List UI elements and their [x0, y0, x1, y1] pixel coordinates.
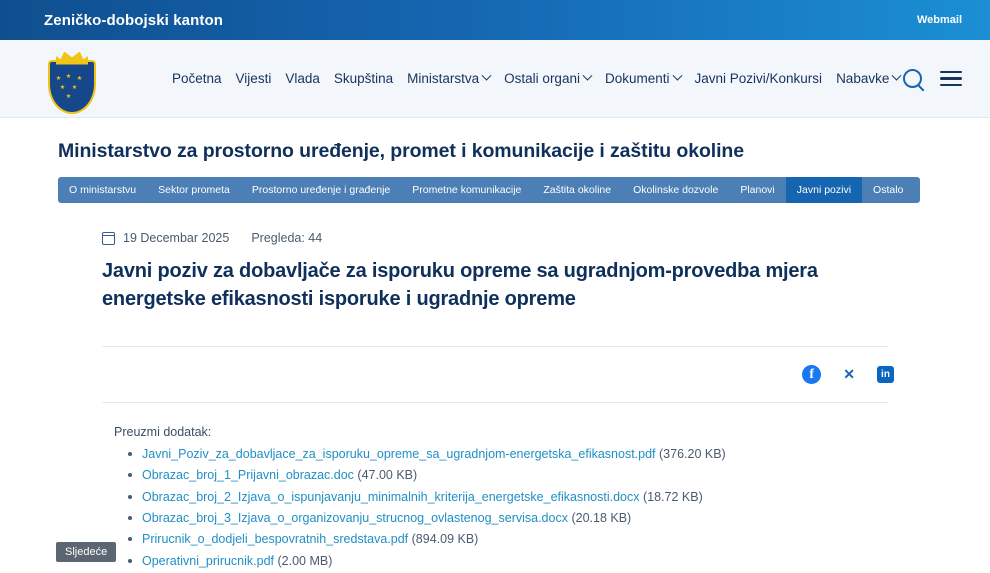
attachment-link[interactable]: Prirucnik_o_dodjeli_bespovratnih_sredstava.pdf: [142, 532, 409, 547]
linkedin-share-icon[interactable]: in: [877, 366, 894, 383]
nav-item-ostali-organi[interactable]: [504, 71, 591, 86]
site-header: [0, 40, 990, 118]
chevron-down-icon: [672, 71, 682, 81]
nav-label: Dokumenti: [604, 71, 670, 86]
divider: [102, 402, 888, 403]
page-title: Ministarstvo za prostorno uređenje, promet i komunikacije i zaštitu okoline: [58, 140, 744, 162]
nav-item-skupstina[interactable]: [334, 71, 393, 86]
attachment-link[interactable]: Obrazac_broj_3_Izjava_o_organizovanju_strucnog_ovlastenog_servisa.docx: [142, 510, 568, 525]
divider: [102, 346, 888, 347]
list-item: [128, 466, 946, 485]
attachment-link[interactable]: Operativni_prirucnik.pdf: [142, 553, 275, 568]
facebook-share-icon[interactable]: f: [802, 365, 821, 384]
tab-sektor-prometa[interactable]: Sektor prometa: [158, 184, 230, 196]
article-meta: [102, 231, 946, 245]
tab-prometne-komunikacije[interactable]: Prometne komunikacije: [412, 184, 522, 196]
nav-item-vlada[interactable]: [285, 71, 320, 86]
chevron-down-icon: [482, 71, 492, 81]
attachment-size: (47.00 KB): [357, 468, 418, 483]
attachment-size: (20.18 KB): [571, 510, 632, 525]
list-item: [128, 530, 946, 549]
nav-item-javni-pozivi-konkursi[interactable]: [695, 71, 823, 86]
nav-label: Javni Pozivi/Konkursi: [694, 71, 823, 86]
coat-of-arms-icon: [44, 52, 100, 114]
search-icon[interactable]: [903, 69, 922, 88]
tab-o-ministarstvu[interactable]: O ministarstvu: [69, 184, 137, 196]
attachments-list: [128, 445, 946, 571]
list-item: [128, 445, 946, 464]
main-navigation: [172, 71, 900, 86]
tab-zastita-okoline[interactable]: Zaštita okoline: [543, 184, 612, 196]
nav-item-vijesti[interactable]: [236, 71, 272, 86]
tab-ostalo[interactable]: Ostalo: [873, 184, 904, 196]
nav-label: Vlada: [285, 71, 320, 86]
article-title: Javni poziv za dobavljače za isporuku opreme sa ugradnjom-provedba mjera energetske efikasnosti isporuke i ugradnje opreme: [102, 260, 818, 311]
attachment-link[interactable]: Obrazac_broj_1_Prijavni_obrazac.doc: [142, 468, 354, 483]
nav-label: Skupština: [333, 71, 394, 86]
header-actions: [903, 67, 962, 90]
nav-label: Ministarstva: [407, 71, 480, 86]
nav-label: Nabavke: [836, 71, 890, 86]
attachment-link[interactable]: Javni_Poziv_za_dobavljace_za_isporuku_opreme_sa_ugradnjom-energetska_efikasnost.pdf: [142, 446, 656, 461]
main-content: [0, 140, 990, 571]
article-views: Pregleda: 44: [251, 231, 323, 245]
tab-planovi[interactable]: Planovi: [740, 184, 775, 196]
x-share-icon[interactable]: ✕: [843, 365, 855, 382]
attachment-size: (18.72 KB): [643, 489, 703, 504]
attachment-size: (2.00 MB): [277, 553, 333, 568]
nav-item-dokumenti[interactable]: [605, 71, 681, 86]
list-item: [128, 552, 946, 571]
attachments-label: Preuzmi dodatak:: [114, 424, 212, 439]
calendar-icon: [102, 232, 115, 245]
menu-icon[interactable]: [940, 67, 962, 90]
tab-okolinske-dozvole[interactable]: Okolinske dozvole: [633, 184, 719, 196]
attachment-size: (894.09 KB): [411, 532, 479, 547]
tab-prostorno-uredjenje-i-gradjenje[interactable]: Prostorno uređenje i građenje: [251, 184, 391, 196]
chevron-down-icon: [583, 71, 593, 81]
nav-item-ministarstva[interactable]: [407, 71, 490, 86]
list-item: [128, 509, 946, 528]
attachment-link[interactable]: Obrazac_broj_2_Izjava_o_ispunjavanju_minimalnih_kriterija_energetske_efikasnosti.docx: [142, 489, 640, 504]
share-bar: [44, 365, 894, 384]
list-item: [128, 488, 946, 507]
nav-item-pocetna[interactable]: [172, 71, 222, 86]
attachment-size: (376.20 KB): [659, 446, 726, 461]
nav-label: Početna: [172, 71, 222, 86]
section-tabs: [58, 177, 920, 203]
article-date: 19 Decembar 2025: [123, 231, 230, 245]
nav-label: Vijesti: [235, 71, 272, 86]
site-title: Zeničko-dobojski kanton: [44, 11, 223, 29]
top-bar: [0, 0, 990, 40]
nav-item-nabavke[interactable]: [836, 71, 900, 86]
next-button[interactable]: Sljedeće: [56, 542, 116, 562]
webmail-link[interactable]: Webmail: [916, 14, 962, 26]
chevron-down-icon: [892, 71, 902, 81]
tab-javni-pozivi[interactable]: Javni pozivi: [786, 177, 862, 203]
nav-label: Ostali organi: [504, 71, 580, 86]
